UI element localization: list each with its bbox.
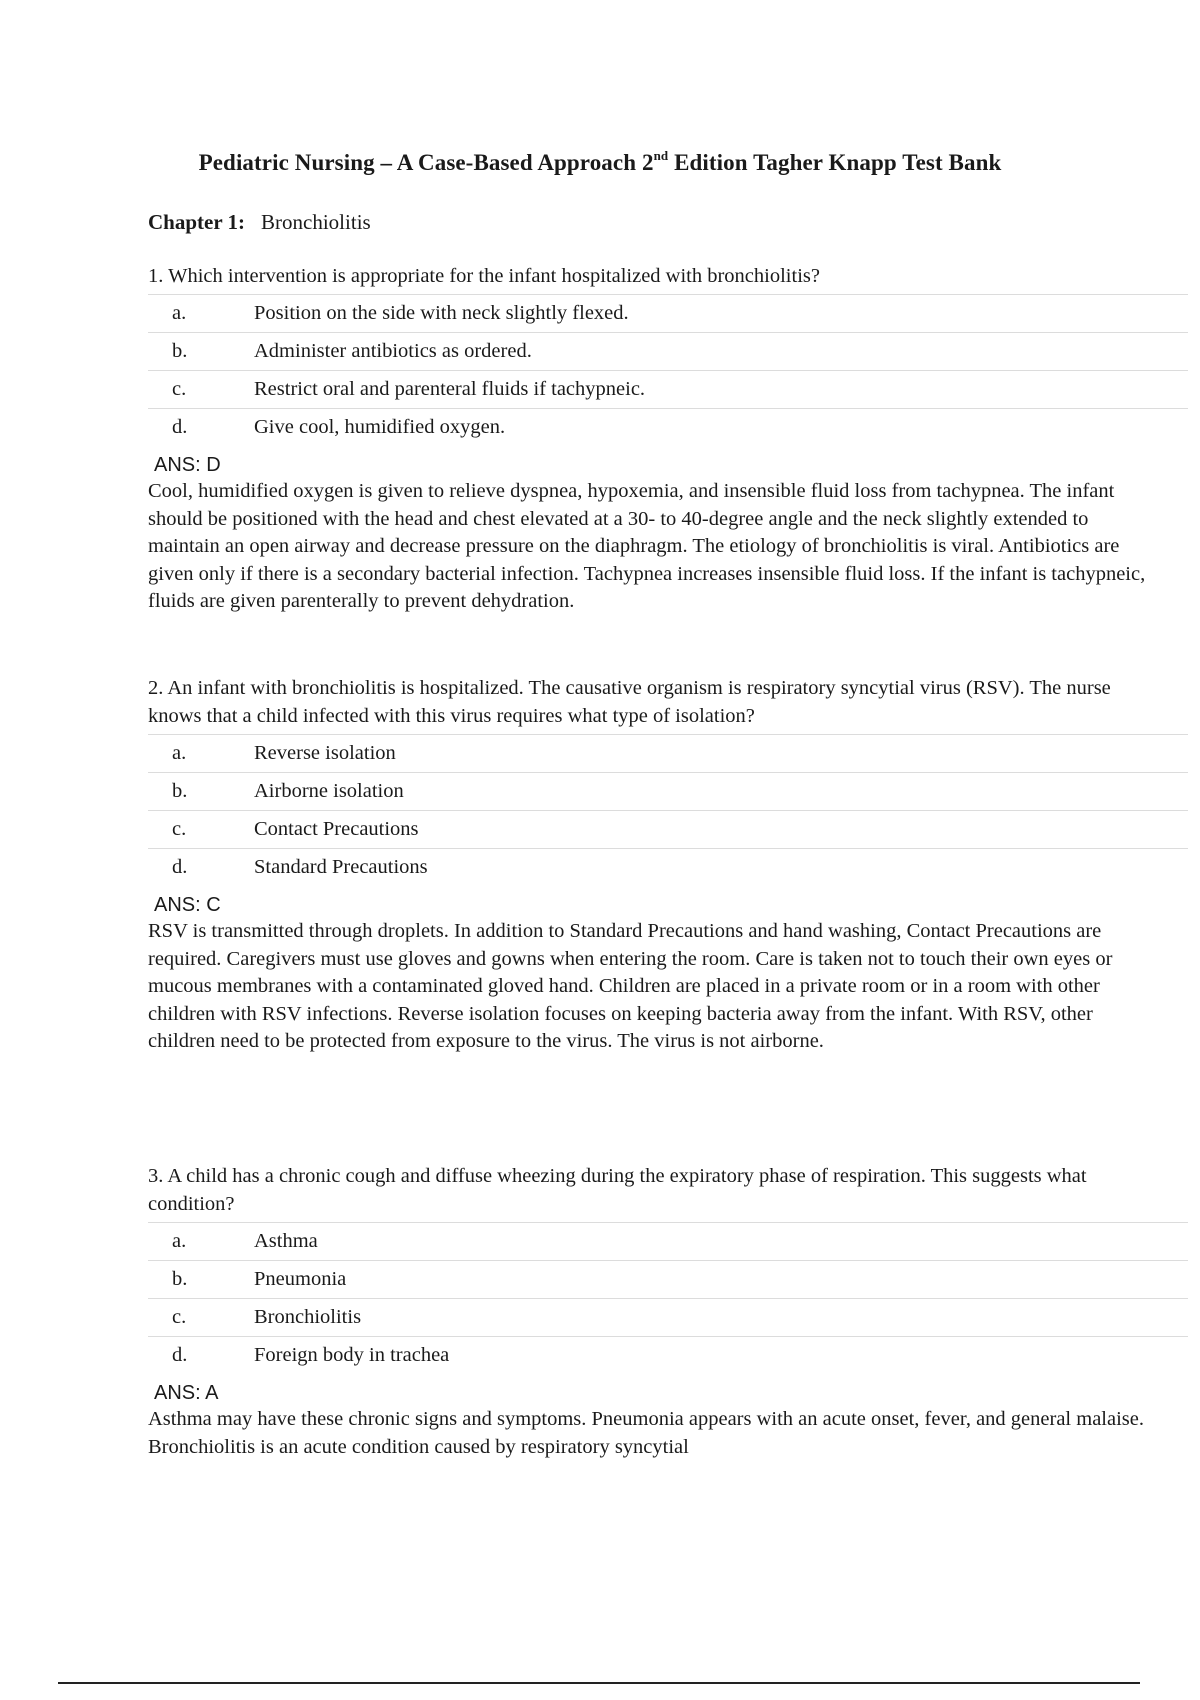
option-letter: b. — [172, 340, 188, 362]
option-text: Give cool, humidified oxygen. — [254, 416, 506, 438]
option-letter: c. — [172, 378, 187, 400]
page-title — [0, 150, 1200, 176]
option-text: Reverse isolation — [254, 742, 396, 764]
question-3 — [148, 1162, 1188, 1461]
option-text: Airborne isolation — [254, 780, 404, 802]
rationale: Cool, humidified oxygen is given to relieve dyspnea, hypoxemia, and insensible fluid loss from tachypnea. The infant should be positioned with the head and chest elevated at a 30- to 40-degree angle and the neck slightly extended to maintain an open airway and decrease pressure on the diaphragm. The etiology of bronchiolitis is viral. Antibiotics are given only if there is a secondary bacterial infection. Tachypnea increases insensible fluid loss. If the infant is tachypneic, fluids are given parenterally to prevent dehydration. — [148, 480, 1146, 612]
option-letter: d. — [172, 856, 188, 878]
option-letter: a. — [172, 302, 187, 324]
rationale: RSV is transmitted through droplets. In addition to Standard Precautions and hand washing, Contact Precautions are required. Caregivers must use gloves and gowns when entering the room. Care is taken not to touch their own eyes or mucous membranes with a contaminated gloved hand. Children are placed in a private room or in a room with other children with RSV infections. Reverse isolation focuses on keeping bacteria away from the infant. With RSV, other children need to be protected from exposure to the virus. The virus is not airborne. — [148, 920, 1113, 1052]
answer-options — [148, 294, 1188, 446]
option-c — [148, 1299, 1188, 1337]
answer-key: ANS: D — [154, 454, 221, 476]
option-letter: b. — [172, 1268, 188, 1290]
answer-options — [148, 1222, 1188, 1374]
option-text: Bronchiolitis — [254, 1306, 362, 1328]
option-text: Asthma — [254, 1230, 318, 1252]
option-text: Administer antibiotics as ordered. — [254, 340, 532, 362]
option-letter: c. — [172, 1306, 187, 1328]
option-b — [148, 333, 1188, 371]
title-suffix: Edition Tagher Knapp Test Bank — [668, 150, 1002, 175]
question-1 — [148, 262, 1188, 616]
option-d — [148, 1337, 1188, 1374]
option-letter: d. — [172, 416, 188, 438]
chapter-name: Bronchiolitis — [261, 210, 371, 234]
chapter-label: Chapter 1: — [148, 210, 246, 234]
option-letter: d. — [172, 1344, 188, 1366]
answer-key: ANS: A — [154, 1382, 219, 1404]
option-letter: b. — [172, 780, 188, 802]
footer-divider — [58, 1682, 1140, 1684]
option-c — [148, 371, 1188, 409]
option-a — [148, 1223, 1188, 1261]
option-letter: c. — [172, 818, 187, 840]
option-text: Restrict oral and parenteral fluids if tachypneic. — [254, 378, 646, 400]
option-a — [148, 295, 1188, 333]
option-text: Position on the side with neck slightly flexed. — [254, 302, 629, 324]
question-2 — [148, 674, 1188, 1056]
option-c — [148, 811, 1188, 849]
title-superscript: nd — [653, 148, 669, 163]
rationale: Asthma may have these chronic signs and symptoms. Pneumonia appears with an acute onset, fever, and general malaise. Bronchiolitis is an acute condition caused by respiratory syncytial — [148, 1408, 1144, 1458]
chapter-heading — [148, 210, 371, 235]
option-d — [148, 849, 1188, 886]
option-text: Pneumonia — [254, 1268, 347, 1290]
option-letter: a. — [172, 742, 187, 764]
option-d — [148, 409, 1188, 446]
option-text: Contact Precautions — [254, 818, 419, 840]
answer-key: ANS: C — [154, 894, 221, 916]
question-stem: 1. Which intervention is appropriate for the infant hospitalized with bronchiolitis? — [148, 265, 820, 287]
question-stem: 3. A child has a chronic cough and diffuse wheezing during the expiratory phase of respiration. This suggests what condition? — [148, 1165, 1087, 1215]
option-a — [148, 735, 1188, 773]
option-b — [148, 773, 1188, 811]
option-text: Standard Precautions — [254, 856, 428, 878]
option-letter: a. — [172, 1230, 187, 1252]
option-text: Foreign body in trachea — [254, 1344, 450, 1366]
option-b — [148, 1261, 1188, 1299]
answer-options — [148, 734, 1188, 886]
question-stem: 2. An infant with bronchiolitis is hospitalized. The causative organism is respiratory syncytial virus (RSV). The nurse knows that a child infected with this virus requires what type of isolation? — [148, 677, 1111, 727]
title-prefix: Pediatric Nursing – A Case-Based Approach 2 — [198, 150, 654, 175]
